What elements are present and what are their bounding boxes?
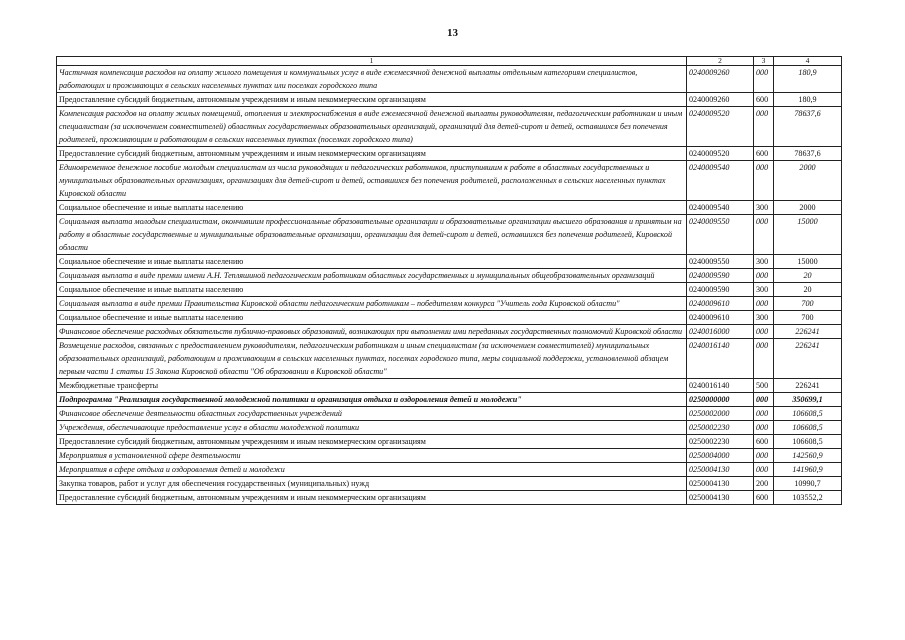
row-name-cell: Мероприятия в сфере отдыха и оздоровления детей и молодежи: [57, 463, 687, 477]
row-name-cell: Возмещение расходов, связанных с предоставлением руководителям, педагогическим работникам и иным специалистам (за исключением совместителей) муниципальных образовательных организаций, работающим и проживающим в сельских населенных пунктах, поселках городского типа, меры социальной поддержки, установленной абзацем первым части 1 статьи 15 Закона Кировской области "Об образовании в Кировской области": [57, 339, 687, 379]
header-col-1: 1: [57, 57, 687, 66]
row-kind-cell: 000: [754, 421, 774, 435]
row-code-cell: 0240009520: [687, 107, 754, 147]
row-amount-cell: 15000: [774, 215, 842, 255]
header-col-2: 2: [687, 57, 754, 66]
table-row: [57, 463, 842, 477]
row-kind-cell: 600: [754, 435, 774, 449]
table-row: [57, 255, 842, 269]
table-row: [57, 393, 842, 407]
row-kind-cell: 300: [754, 201, 774, 215]
row-code-cell: 0250000000: [687, 393, 754, 407]
table-row: [57, 421, 842, 435]
row-code-cell: 0240009540: [687, 201, 754, 215]
row-amount-cell: 106608,5: [774, 407, 842, 421]
row-code-cell: 0240009610: [687, 311, 754, 325]
row-kind-cell: 000: [754, 463, 774, 477]
table-row: [57, 339, 842, 379]
row-name-cell: Социальная выплата молодым специалистам, окончившим профессиональные образовательные организации и образовательные организации высшего образования и принятым на работу в областные государственные и муниципальные образовательные организации, организации для детей-сирот и детей, оставшихся без попечения родителей, Кировской области: [57, 215, 687, 255]
row-name-cell: Социальная выплата в виде премии имени А.Н. Тепляшиной педагогическим работникам областных государственных и муниципальных общеобразовательных организаций: [57, 269, 687, 283]
row-name-cell: Компенсация расходов на оплату жилых помещений, отопления и электроснабжения в виде ежемесячной денежной выплаты руководителям, педагогическим работникам и иным специалистам (за исключением совместителей) областных государственных образовательных организаций, организаций для детей-сирот и детей, оставшихся без попечения родителей, проживающим и работающим в сельских населенных пунктах (поселках городского типа): [57, 107, 687, 147]
row-kind-cell: 500: [754, 379, 774, 393]
row-code-cell: 0240016140: [687, 379, 754, 393]
row-kind-cell: 600: [754, 147, 774, 161]
row-code-cell: 0250004130: [687, 463, 754, 477]
row-kind-cell: 600: [754, 93, 774, 107]
table-row: [57, 147, 842, 161]
row-name-cell: Социальное обеспечение и иные выплаты населению: [57, 255, 687, 269]
table-row: [57, 107, 842, 147]
page-number: 13: [447, 27, 458, 39]
row-code-cell: 0250004000: [687, 449, 754, 463]
row-amount-cell: 180,9: [774, 66, 842, 93]
row-amount-cell: 226241: [774, 379, 842, 393]
table-row: [57, 379, 842, 393]
row-name-cell: Мероприятия в установленной сфере деятельности: [57, 449, 687, 463]
table-row: [57, 66, 842, 93]
row-kind-cell: 600: [754, 491, 774, 505]
row-name-cell: Предоставление субсидий бюджетным, автономным учреждениям и иным некоммерческим организациям: [57, 147, 687, 161]
row-name-cell: Предоставление субсидий бюджетным, автономным учреждениям и иным некоммерческим организациям: [57, 491, 687, 505]
row-amount-cell: 142560,9: [774, 449, 842, 463]
table-row: [57, 297, 842, 311]
row-amount-cell: 103552,2: [774, 491, 842, 505]
row-name-cell: Финансовое обеспечение деятельности областных государственных учреждений: [57, 407, 687, 421]
row-amount-cell: 106608,5: [774, 435, 842, 449]
row-amount-cell: 20: [774, 283, 842, 297]
row-code-cell: 0240009520: [687, 147, 754, 161]
row-amount-cell: 2000: [774, 161, 842, 201]
row-amount-cell: 226241: [774, 325, 842, 339]
budget-table: [56, 56, 842, 505]
row-code-cell: 0250004130: [687, 477, 754, 491]
row-code-cell: 0240009260: [687, 93, 754, 107]
header-col-4: 4: [774, 57, 842, 66]
row-code-cell: 0240016000: [687, 325, 754, 339]
row-kind-cell: 200: [754, 477, 774, 491]
row-code-cell: 0240009590: [687, 269, 754, 283]
row-code-cell: 0240009260: [687, 66, 754, 93]
row-name-cell: Учреждения, обеспечивающие предоставление услуг в области молодежной политики: [57, 421, 687, 435]
row-name-cell: Закупка товаров, работ и услуг для обеспечения государственных (муниципальных) нужд: [57, 477, 687, 491]
table-row: [57, 491, 842, 505]
table-row: [57, 93, 842, 107]
row-amount-cell: 15000: [774, 255, 842, 269]
row-code-cell: 0240016140: [687, 339, 754, 379]
row-name-cell: Финансовое обеспечение расходных обязательств публично-правовых образований, возникающих при выполнении ими переданных государственных полномочий Кировской области: [57, 325, 687, 339]
row-amount-cell: 78637,6: [774, 107, 842, 147]
row-amount-cell: 700: [774, 311, 842, 325]
row-kind-cell: 300: [754, 311, 774, 325]
row-amount-cell: 78637,6: [774, 147, 842, 161]
row-amount-cell: 10990,7: [774, 477, 842, 491]
row-code-cell: 0250002000: [687, 407, 754, 421]
table-row: [57, 269, 842, 283]
row-code-cell: 0240009550: [687, 215, 754, 255]
table-row: [57, 449, 842, 463]
row-amount-cell: 180,9: [774, 93, 842, 107]
row-name-cell: Единовременное денежное пособие молодым специалистам из числа руководящих и педагогических работников, приступившим к работе в областных государственных и муниципальных образовательных организациях, организациях для детей-сирот и детей, оставшихся без попечения родителей, расположенных в сельских населенных пунктах Кировской области: [57, 161, 687, 201]
row-amount-cell: 106608,5: [774, 421, 842, 435]
table-row: [57, 325, 842, 339]
row-kind-cell: 000: [754, 297, 774, 311]
row-kind-cell: 000: [754, 215, 774, 255]
table-row: [57, 311, 842, 325]
row-amount-cell: 20: [774, 269, 842, 283]
row-kind-cell: 000: [754, 269, 774, 283]
row-name-cell: Межбюджетные трансферты: [57, 379, 687, 393]
row-name-cell: Социальная выплата в виде премии Правительства Кировской области педагогическим работникам – победителям конкурса "Учитель года Кировской области": [57, 297, 687, 311]
table-header-row: [57, 57, 842, 66]
row-amount-cell: 350699,1: [774, 393, 842, 407]
row-code-cell: 0240009610: [687, 297, 754, 311]
table-row: [57, 407, 842, 421]
row-code-cell: 0240009550: [687, 255, 754, 269]
header-col-3: 3: [754, 57, 774, 66]
row-kind-cell: 300: [754, 255, 774, 269]
row-kind-cell: 000: [754, 407, 774, 421]
row-amount-cell: 226241: [774, 339, 842, 379]
row-code-cell: 0250004130: [687, 491, 754, 505]
row-kind-cell: 000: [754, 339, 774, 379]
row-code-cell: 0240009590: [687, 283, 754, 297]
row-kind-cell: 000: [754, 449, 774, 463]
row-amount-cell: 141960,9: [774, 463, 842, 477]
row-name-cell: Предоставление субсидий бюджетным, автономным учреждениям и иным некоммерческим организациям: [57, 435, 687, 449]
row-kind-cell: 000: [754, 325, 774, 339]
table-row: [57, 161, 842, 201]
row-code-cell: 0240009540: [687, 161, 754, 201]
row-amount-cell: 700: [774, 297, 842, 311]
table-row: [57, 435, 842, 449]
table-row: [57, 283, 842, 297]
row-code-cell: 0250002230: [687, 435, 754, 449]
row-name-cell: Частичная компенсация расходов на оплату жилого помещения и коммунальных услуг в виде ежемесячной денежной выплаты отдельным категориям специалистов, работающих и проживающих в сельских населенных пунктах или поселках городского типа: [57, 66, 687, 93]
row-name-cell: Социальное обеспечение и иные выплаты населению: [57, 283, 687, 297]
row-kind-cell: 000: [754, 66, 774, 93]
row-kind-cell: 000: [754, 393, 774, 407]
row-name-cell: Социальное обеспечение и иные выплаты населению: [57, 201, 687, 215]
row-name-cell: Подпрограмма "Реализация государственной молодежной политики и организация отдыха и оздоровления детей и молодежи": [57, 393, 687, 407]
row-name-cell: Предоставление субсидий бюджетным, автономным учреждениям и иным некоммерческим организациям: [57, 93, 687, 107]
table-row: [57, 477, 842, 491]
row-kind-cell: 300: [754, 283, 774, 297]
row-code-cell: 0250002230: [687, 421, 754, 435]
row-kind-cell: 000: [754, 161, 774, 201]
table-row: [57, 201, 842, 215]
row-amount-cell: 2000: [774, 201, 842, 215]
row-kind-cell: 000: [754, 107, 774, 147]
row-name-cell: Социальное обеспечение и иные выплаты населению: [57, 311, 687, 325]
table-row: [57, 215, 842, 255]
